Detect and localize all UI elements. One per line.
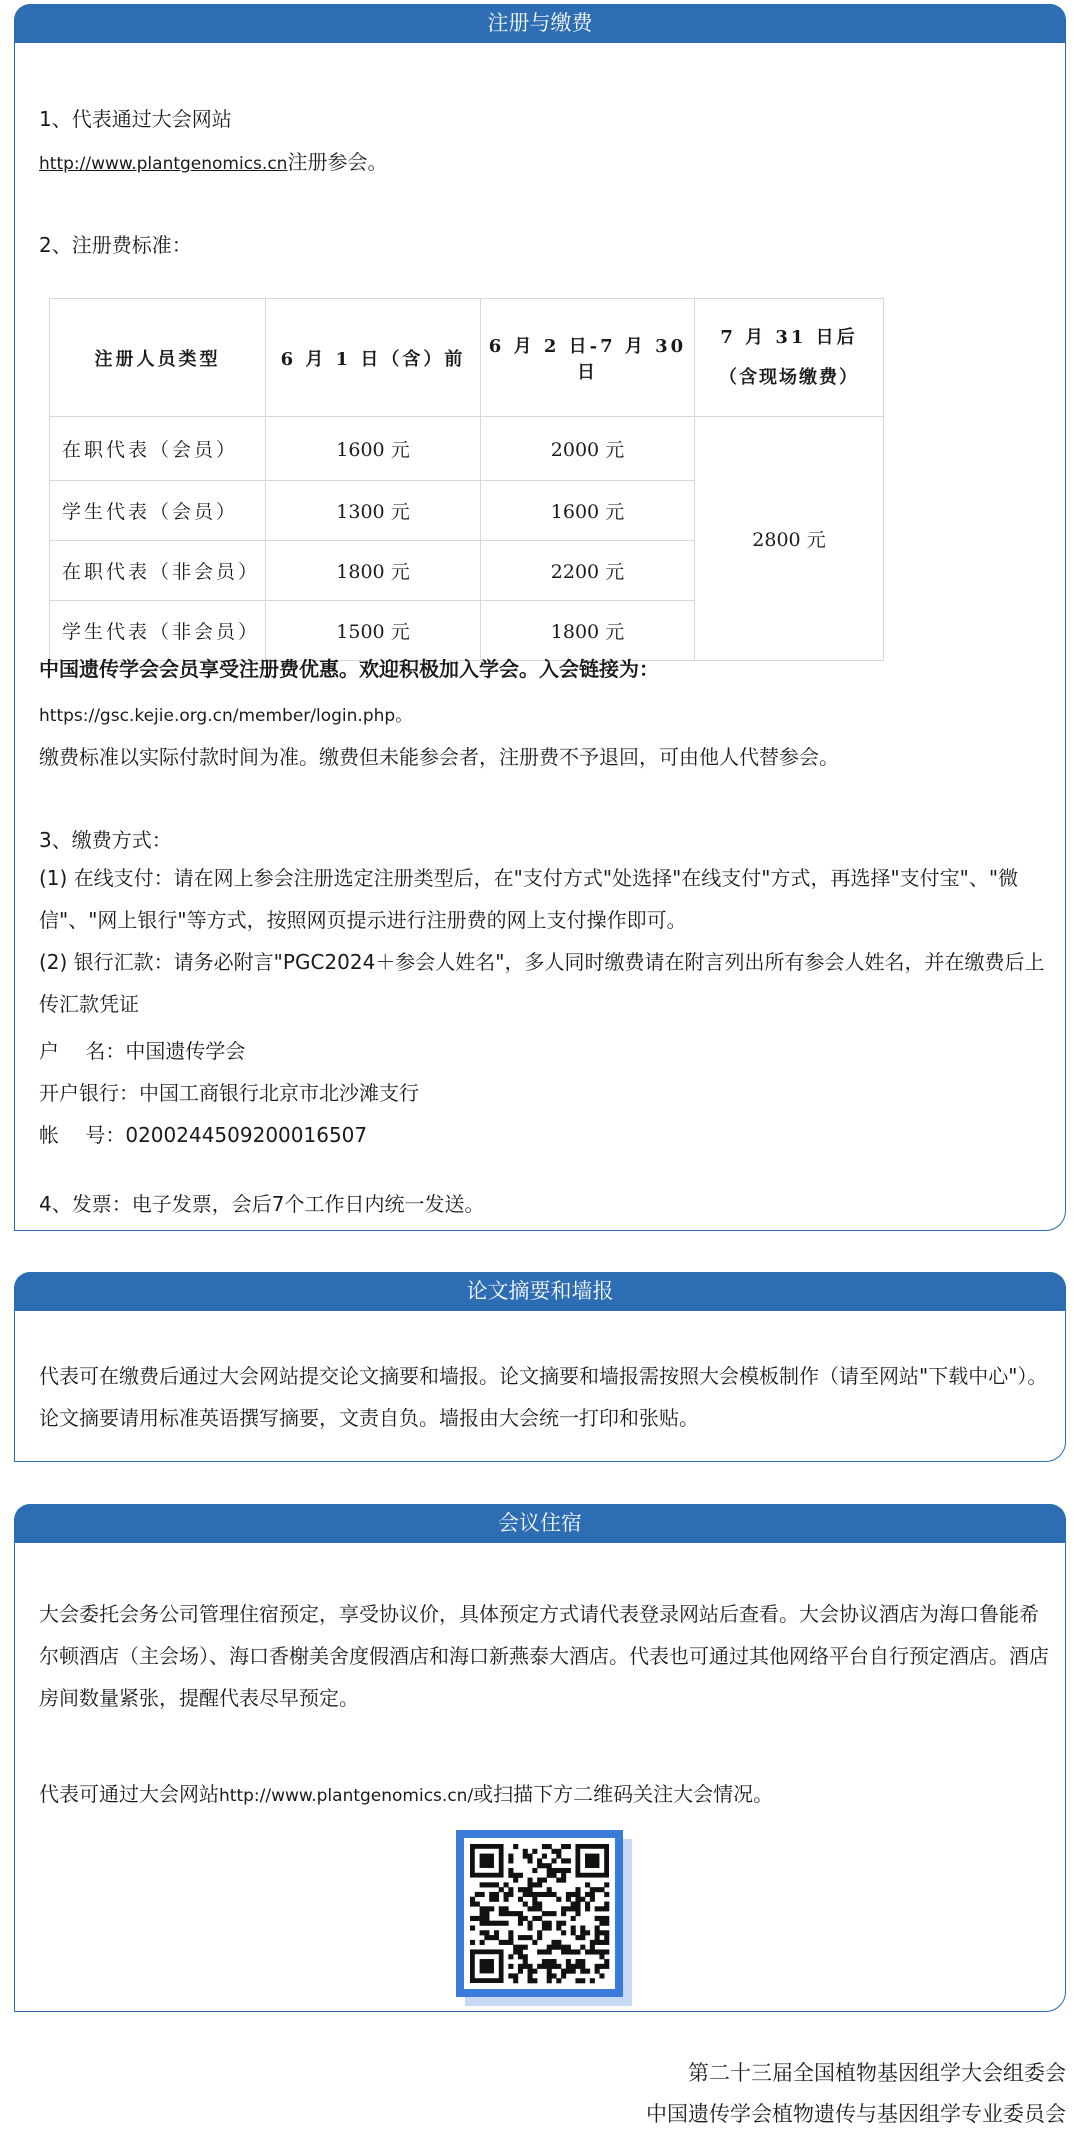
- qr-code-icon: [464, 1838, 615, 1989]
- table-row: [50, 417, 884, 481]
- table-cell: 1600 元: [266, 417, 481, 481]
- bank-name: 开户银行：中国工商银行北京市北沙滩支行: [39, 1081, 419, 1105]
- table-cell: 2000 元: [481, 417, 695, 481]
- lodging-section: [14, 1504, 1066, 2012]
- table-cell: 1800 元: [481, 601, 695, 661]
- member-note: 中国遗传学会会员享受注册费优惠。欢迎积极加入学会。入会链接为：: [39, 657, 659, 681]
- fee-table: [49, 298, 884, 661]
- fee-table-header: 6 月 1 日（含）前: [266, 299, 481, 417]
- table-cell: 1600 元: [481, 481, 695, 541]
- table-cell: 在职代表（非会员）: [50, 541, 266, 601]
- account-number: 帐 号：0200244509200016507: [39, 1123, 368, 1147]
- item1-url-line: [39, 146, 387, 175]
- account-name: 户 名：中国遗传学会: [39, 1039, 246, 1063]
- table-cell: 1300 元: [266, 481, 481, 541]
- item2-title: 2、注册费标准：: [39, 233, 192, 257]
- registration-section: [14, 4, 1066, 1231]
- abstract-body: [14, 1311, 1066, 1462]
- table-cell: 学生代表（非会员）: [50, 601, 266, 661]
- item1-text: 1、代表通过大会网站: [39, 107, 232, 131]
- table-cell: 1500 元: [266, 601, 481, 661]
- lodging-body: [14, 1543, 1066, 2012]
- follow-suffix: 或扫描下方二维码关注大会情况。: [473, 1782, 774, 1806]
- abstract-section: [14, 1272, 1066, 1462]
- table-cell: 2200 元: [481, 541, 695, 601]
- fee-table-header-line: （含现场缴费）: [719, 366, 859, 388]
- item4-invoice: 4、发票：电子发票，会后7个工作日内统一发送。: [39, 1192, 485, 1216]
- follow-link[interactable]: http://www.plantgenomics.cn/: [219, 1786, 474, 1806]
- fee-table-header: 6 月 2 日-7 月 30 日: [481, 299, 695, 417]
- online-pay-text: (1) 在线支付：请在网上参会注册选定注册类型后，在"支付方式"处选择"在线支付"方式，再选择"支付宝"、"微信"、"网上银行"等方式，按照网页提示进行注册费的网上支付操作即可。: [39, 866, 1019, 932]
- lodging-text: 大会委托会务公司管理住宿预定，享受协议价，具体预定方式请代表登录网站后查看。大会协议酒店为海口鲁能希尔顿酒店（主会场）、海口香榭美舍度假酒店和海口新燕泰大酒店。代表也可通过其他网络平台自行预定酒店。酒店房间数量紧张，提醒代表尽早预定。: [39, 1602, 1049, 1710]
- fee-table-header: 注册人员类型: [50, 299, 266, 417]
- fee-table-header-line: 7 月 31 日后: [720, 326, 858, 348]
- fee-table-header: [695, 299, 884, 417]
- member-link[interactable]: https://gsc.kejie.org.cn/member/login.php。: [39, 706, 413, 726]
- item1-suffix: 注册参会。: [287, 150, 388, 174]
- follow-prefix: 代表可通过大会网站: [39, 1782, 219, 1806]
- abstract-text: 代表可在缴费后通过大会网站提交论文摘要和墙报。论文摘要和墙报需按照大会模板制作（请至网站"下载中心"）。论文摘要请用标准英语撰写摘要，文责自负。墙报由大会统一打印和张贴。: [39, 1364, 1048, 1430]
- footer-committee: 中国遗传学会植物遗传与基因组学专业委员会: [646, 2102, 1066, 2126]
- registration-body: [14, 43, 1066, 1231]
- item3-title: 3、缴费方式：: [39, 828, 172, 852]
- abstract-header: 论文摘要和墙报: [14, 1272, 1066, 1311]
- table-cell: 在职代表（会员）: [50, 417, 266, 481]
- follow-line: [39, 1778, 773, 1807]
- footer-organizer: 第二十三届全国植物基因组学大会组委会: [688, 2061, 1066, 2085]
- table-cell: 1800 元: [266, 541, 481, 601]
- qr-code-image: [464, 1838, 615, 1989]
- lodging-header: 会议住宿: [14, 1504, 1066, 1543]
- qr-code[interactable]: [456, 1830, 623, 1997]
- late-fee-cell: 2800 元: [695, 417, 884, 661]
- refund-note: 缴费标准以实际付款时间为准。缴费但未能参会者，注册费不予退回，可由他人代替参会。: [39, 745, 839, 769]
- table-cell: 学生代表（会员）: [50, 481, 266, 541]
- bank-pay-text: (2) 银行汇款：请务必附言"PGC2024＋参会人姓名"，多人同时缴费请在附言列出所有参会人姓名，并在缴费后上传汇款凭证: [39, 950, 1045, 1016]
- registration-header: 注册与缴费: [14, 4, 1066, 43]
- website-link[interactable]: http://www.plantgenomics.cn: [39, 154, 288, 174]
